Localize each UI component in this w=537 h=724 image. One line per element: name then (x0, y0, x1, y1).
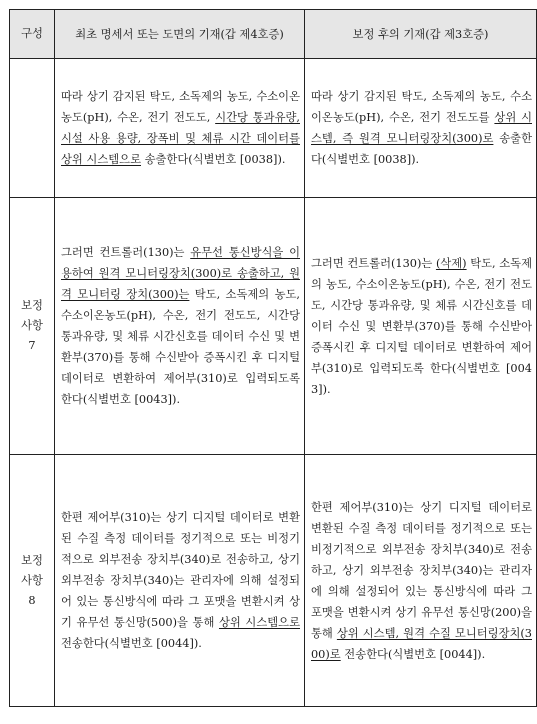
underlined-text-segment: 상위 시스템으로 (218, 616, 300, 629)
amendment-comparison-table (9, 9, 537, 707)
table-row (10, 59, 537, 198)
text-segment: 한편 제어부(310)는 상기 디지털 데이터로 변환된 수질 측정 데이터를 정기적으로 또는 비정기적으로 외부전송 장치부(340)로 전송하고, 상기 외부전송 장치부(340)는 관리자에 의해 설정되어 있는 통신방식에 따라 그 포맷을 변환시켜 상기 유무선 통신망(500)을 통해 (61, 511, 300, 629)
text-segment: 탁도, 소독제의 농도, 수소이온농도(pH), 수온, 전기 전도도, 시간당 통과유량, 및 체류 시간신호를 데이터 수신 및 변환부(370)를 통해 수신받아 증폭시킨 후 디지털 데이터로 변환하여 제어부(310)로 입력되도록 한다(식별번호 [0043]). (311, 256, 532, 396)
row-label-text: 보정 사항 8 (21, 553, 43, 607)
row-label-text: 보정 사항 7 (21, 299, 43, 352)
text-segment: 탁도, 소독제의 농도, 수소이온농도(pH), 수온, 전기 전도도, 시간당 통과유량, 및 체류 시간신호를 데이터 수신 및 변환부(370)를 통해 수신받아 증폭시킨 후 디지털 데이터로 변환하여 제어부(310)로 입력되도록 한다(식별번호 [0043]). (61, 288, 300, 406)
original-text-cell (55, 86, 304, 170)
underlined-text-segment: 유무선 통신방식을 이용하여 원격 모니터링장치(300)로 송출하고, 원격 모니터링 장치(300)는 (61, 246, 300, 301)
text-segment: 따라 상기 감지된 탁도, 소독제의 농도, 수소이온농도(pH), 수온, 전기 전도도를 (311, 90, 532, 124)
text-segment: 그러면 컨트롤러(130)는 (61, 246, 191, 259)
text-segment: 송출한다(식별번호 [0038]). (140, 153, 286, 166)
amended-text-cell (305, 497, 536, 665)
header-amended-description: 보정 후의 기재(갑 제3호증) (305, 10, 537, 59)
underlined-text-segment: 시간당 통과유량, 시설 사용 용량, 장폭비 및 체류 시간 데이터를 상위 시스템으로 (61, 111, 300, 166)
underlined-text-segment: 상위 시스템, 즉 원격 모니터링장치(300)로 (311, 111, 532, 145)
text-segment: 송출한다(식별번호 [0038]). (311, 132, 532, 166)
row-label (10, 198, 55, 455)
amended-text-cell (305, 253, 536, 400)
table-row (10, 455, 537, 707)
text-segment: 한편 제어부(310)는 상기 디지털 데이터로 변환된 수질 측정 데이터를 정기적으로 또는 비정기적으로 외부전송 장치부(340)로 전송하고, 상기 외부전송 장치부(340)는 관리자에 의해 설정되어 있는 통신방식에 따라 그 포맷을 변환시켜 상기 유무선 통신망(200)을 통해 (311, 500, 532, 640)
table-row (10, 198, 537, 455)
row-label (10, 59, 55, 198)
text-segment: 그러면 컨트롤러(130)는 (311, 256, 436, 270)
text-segment: 전송한다(식별번호 [0044]). (61, 637, 202, 650)
underlined-text-segment: 상위 시스템, 원격 수질 모니터링장치(300)로 (311, 626, 532, 661)
original-text-cell (55, 507, 304, 654)
underlined-text-segment: (삭제) (435, 256, 467, 270)
text-segment: 따라 상기 감지된 탁도, 소독제의 농도, 수소이온농도(pH), 수온, 전기 전도도, (61, 90, 300, 124)
original-text-cell (55, 242, 304, 410)
amended-text-cell (305, 86, 536, 170)
row-label (10, 455, 55, 707)
header-composition: 구성 (10, 10, 55, 59)
text-segment: 전송한다(식별번호 [0044]). (340, 647, 486, 661)
header-original-description: 최초 명세서 또는 도면의 기재(갑 제4호증) (55, 10, 305, 59)
table-header-row (10, 10, 537, 59)
